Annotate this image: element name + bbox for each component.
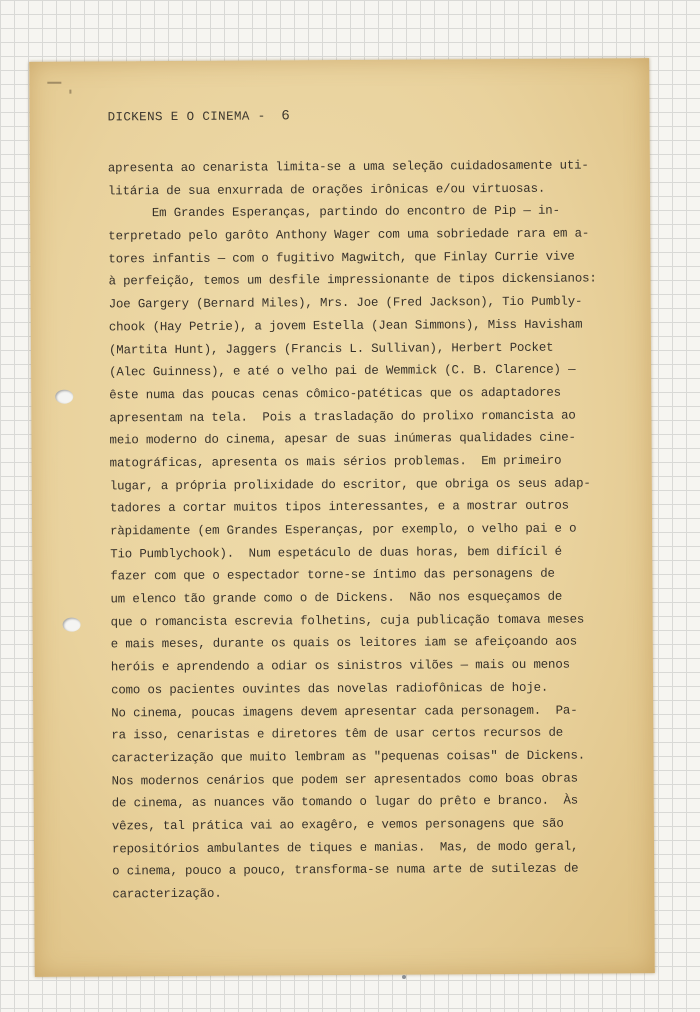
text-line: êste numa das poucas cenas cômico-patéticas que os adaptadores — [109, 385, 562, 403]
text-line: No cinema, poucas imagens devem apresentar cada personagem. Pa- — [111, 703, 578, 720]
document-page — [29, 58, 655, 977]
punch-hole — [55, 390, 73, 404]
page-header — [108, 108, 291, 125]
text-line: fazer com que o espectador torne-se íntimo das personagens de — [110, 567, 555, 584]
text-line: (Martita Hunt), Jaggers (Francis L. Sullivan), Herbert Pocket — [108, 340, 554, 357]
text-line: Joe Gargery (Bernard Miles), Mrs. Joe (Fred Jackson), Tio Pumbly- — [108, 294, 583, 312]
text-line: que o romancista escrevia folhetins, cuja publicação tomava meses — [110, 612, 585, 630]
text-line: Nos modernos cenários que podem ser apresentados como boas obras — [111, 771, 578, 788]
text-line: ra isso, cenaristas e diretores têm de usar certos recursos de — [111, 725, 564, 743]
page-number: 6 — [281, 108, 291, 125]
text-line: apresenta ao cenarista limita-se a uma seleção cuidadosamente uti- — [107, 158, 589, 176]
text-line: tadores a cortar muitos tipos interessantes, e a mostrar outros — [109, 498, 569, 516]
text-line: repositórios ambulantes de tiques e manias. Mas, de modo geral, — [111, 839, 579, 857]
text-line: de cinema, as nuances vão tomando o lugar do prêto e branco. Às — [111, 793, 579, 811]
text-line: um elenco tão grande como o de Dickens. Não nos esqueçamos de — [110, 589, 563, 607]
text-line: tores infantis — com o fugitivo Magwitch, que Finlay Currie vive — [108, 249, 575, 267]
text-line: litária de sua enxurrada de orações irônicas e/ou virtuosas. — [107, 181, 546, 199]
paper-mark — [69, 90, 71, 94]
text-line: caracterização que muito lembram as "pequenas coisas" de Dickens. — [111, 748, 586, 766]
text-line: chook (Hay Petrie), a jovem Estella (Jean Simmons), Miss Havisham — [108, 317, 583, 335]
text-line: lugar, a própria prolixidade do escritor, que obriga os seus adap- — [109, 476, 591, 494]
text-line: o cinema, pouco a pouco, transforma-se numa arte de sutilezas de — [112, 861, 579, 879]
text-line: apresentam na tela. Pois a trasladação do prolixo romancista ao — [109, 408, 576, 425]
text-line: à perfeição, temos um desfile impressionante de tipos dickensianos: — [108, 271, 597, 289]
body-text — [108, 154, 643, 906]
text-line: meio moderno do cinema, apesar de suas inúmeras qualidades cine- — [109, 430, 576, 448]
text-line: ràpidamente (em Grandes Esperanças, por exemplo, o velho pai e o — [110, 521, 577, 539]
text-line: Tio Pumblychook). Num espetáculo de duas horas, bem difícil é — [110, 544, 562, 562]
background-dot — [402, 975, 406, 979]
text-line: terpretado pelo garôto Anthony Wager com uma sobriedade rara em a- — [108, 226, 590, 244]
punch-hole — [63, 618, 81, 632]
text-line: e mais meses, durante os quais os leitores iam se afeiçoando aos — [110, 635, 578, 652]
paper-mark — [47, 82, 61, 84]
text-line: vêzes, tal prática vai ao exagêro, e vemos personagens que são — [111, 816, 564, 834]
text-line: matográficas, apresenta os mais sérios problemas. Em primeiro — [109, 453, 562, 471]
text-line: (Alec Guinness), e até o velho pai de Wemmick (C. B. Clarence) — — [109, 362, 576, 380]
text-line: como os pacientes ouvintes das novelas radiofônicas de hoje. — [111, 680, 549, 698]
text-line: Em Grandes Esperanças, partindo do encontro de Pip — in- — [108, 204, 560, 221]
text-line: caracterização. — [112, 886, 222, 902]
text-line: heróis e aprendendo a odiar os sinistros vilões — mais ou menos — [110, 657, 570, 675]
header-title: DICKENS E O CINEMA - — [107, 109, 266, 125]
